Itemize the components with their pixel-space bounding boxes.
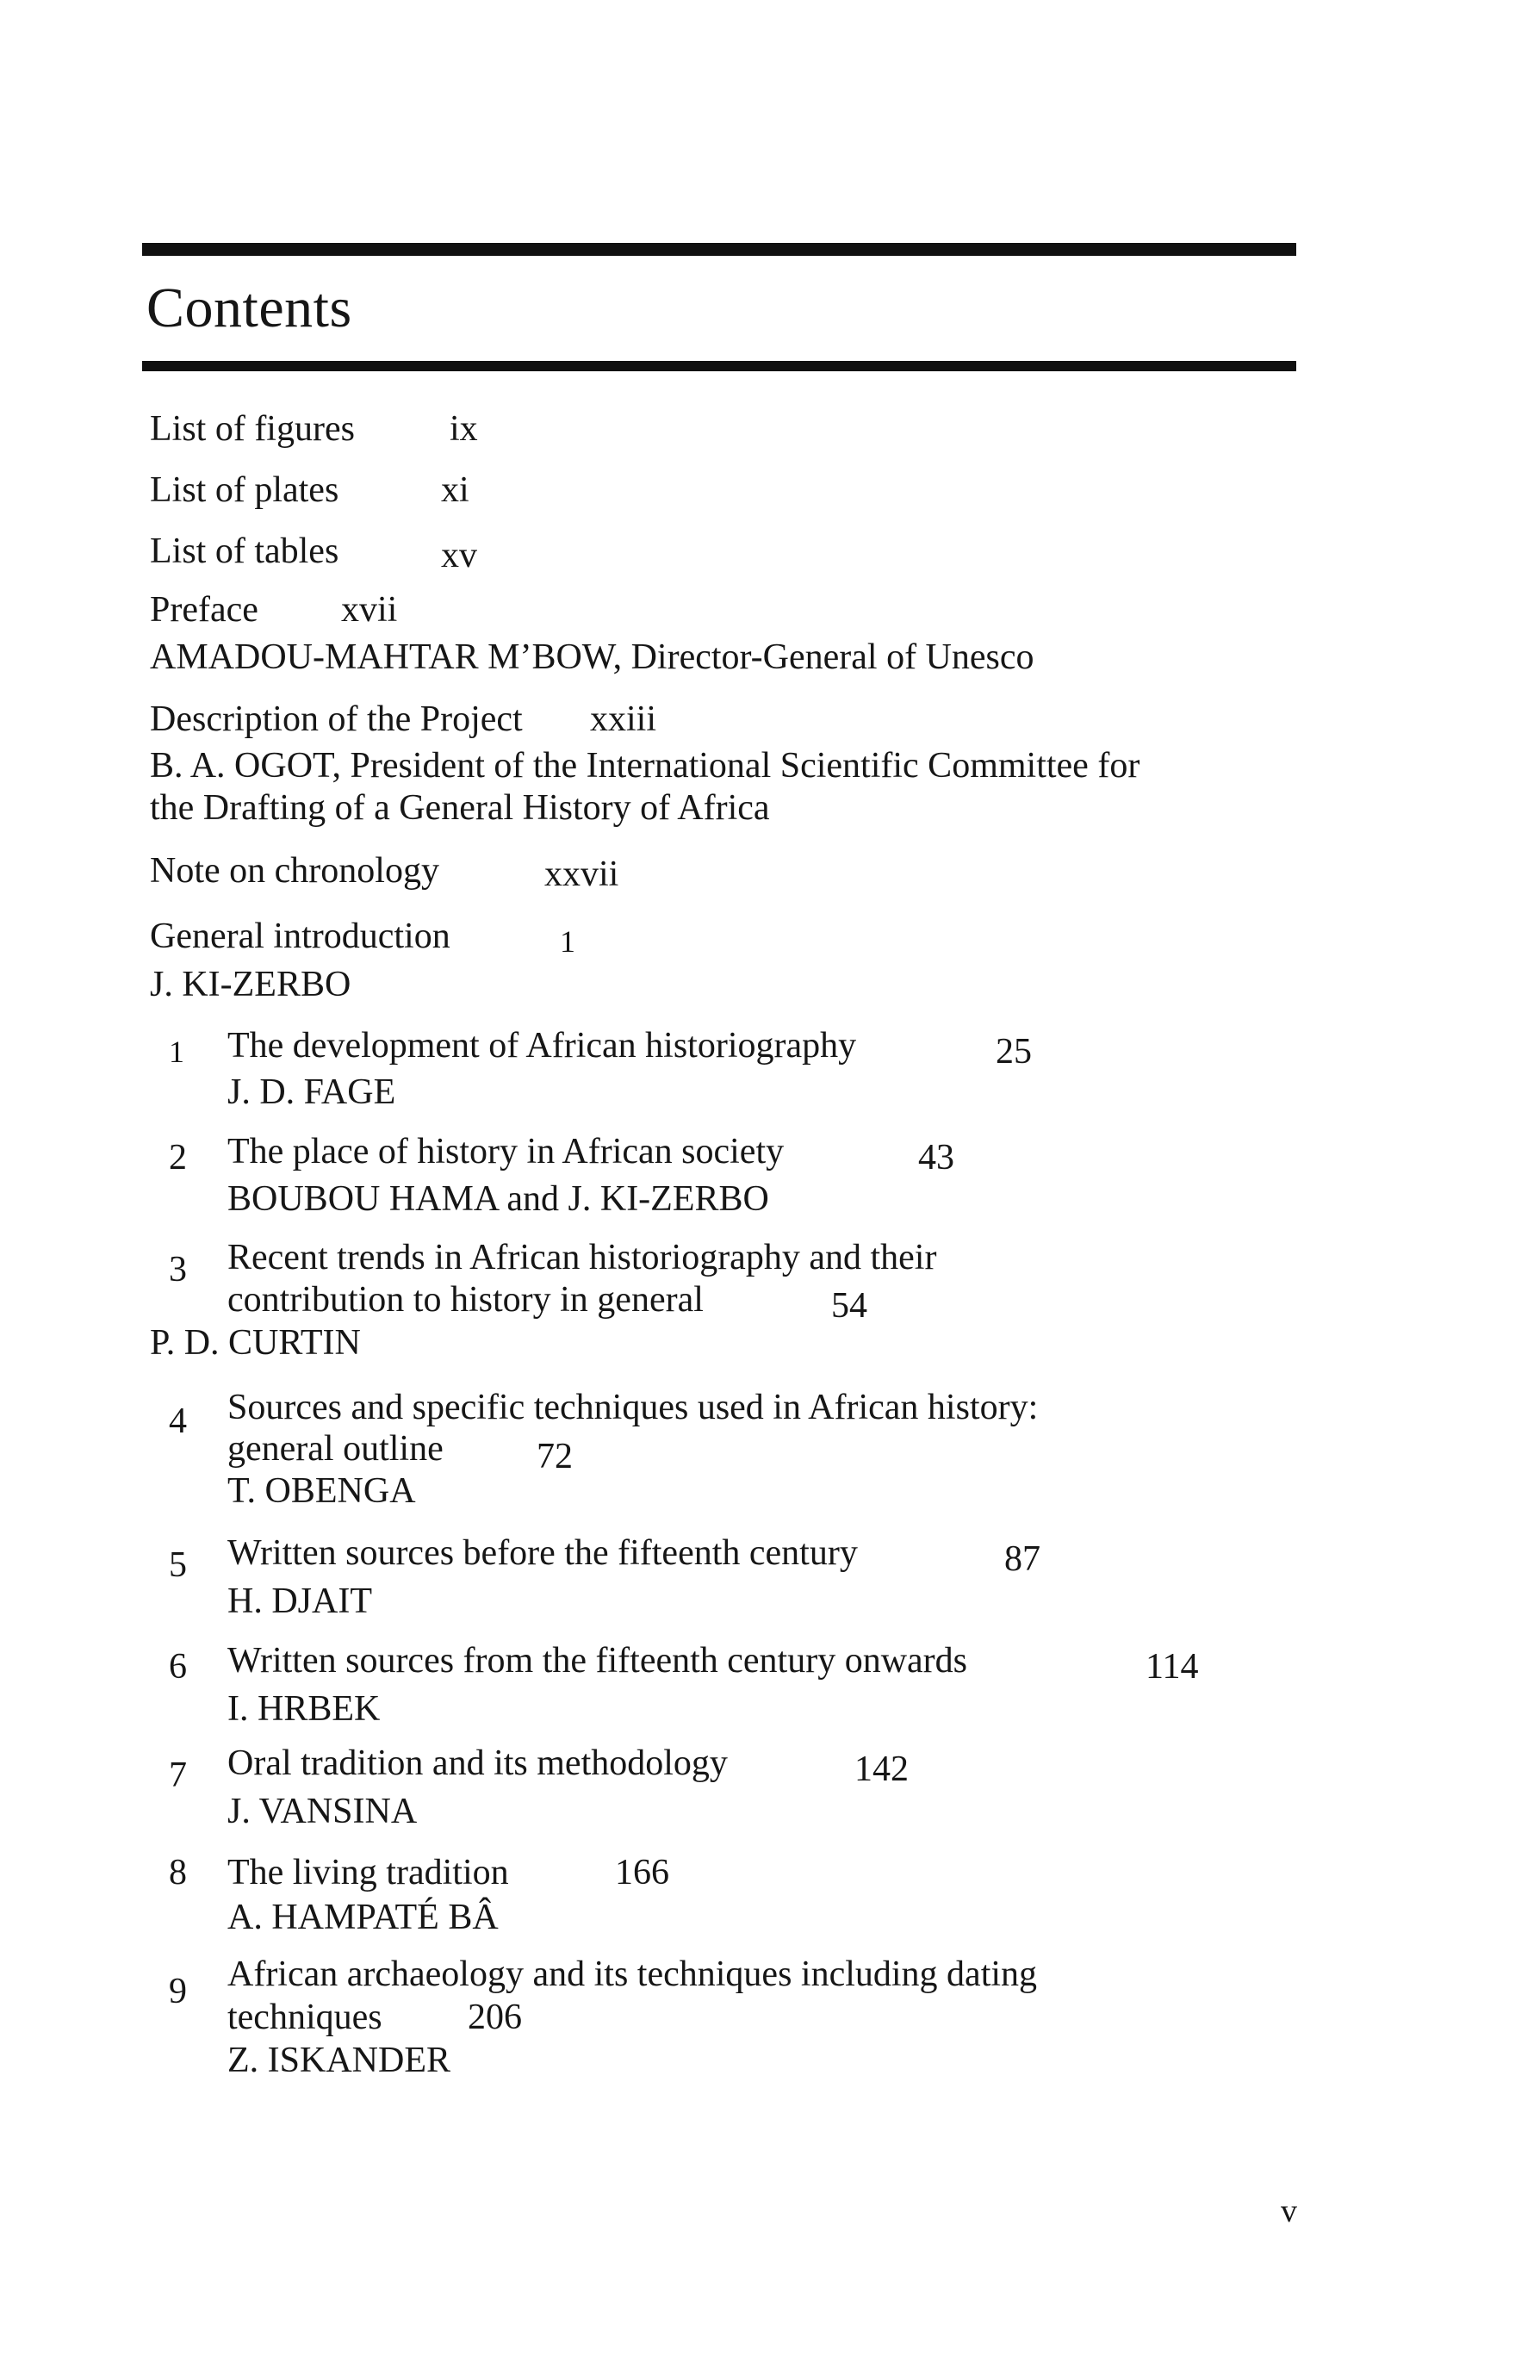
chapter-author-5: H. DJAIT: [227, 1581, 372, 1621]
chapter-author-1: J. D. FAGE: [227, 1072, 396, 1112]
chapter-number-6: 6: [169, 1647, 187, 1687]
chapter-author-7: J. VANSINA: [227, 1792, 418, 1831]
chapter-title-3-line1: Recent trends in African historiography and their: [227, 1238, 937, 1277]
chapter-number-2: 2: [169, 1138, 187, 1178]
page-number: v: [1281, 2193, 1297, 2229]
chapter-page-3: 54: [831, 1286, 867, 1326]
toc-entry-list-of-figures: List of figures: [150, 409, 355, 449]
chapter-title-8: The living tradition: [227, 1853, 509, 1892]
toc-page-list-of-plates: xi: [441, 470, 469, 510]
chapter-title-5: Written sources before the fifteenth century: [227, 1533, 858, 1573]
toc-page-list-of-figures: ix: [450, 409, 478, 449]
toc-entry-general-introduction: General introduction: [150, 917, 450, 956]
chapter-number-1: 1: [169, 1035, 184, 1069]
chapter-author-6: I. HRBEK: [227, 1689, 381, 1729]
toc-entry-description-of-project: Description of the Project: [150, 699, 523, 739]
toc-page-general-introduction: 1: [560, 924, 575, 959]
chapter-author-3: P. D. CURTIN: [150, 1323, 361, 1363]
toc-author-preface: AMADOU-MAHTAR M’BOW, Director-General of Unesco: [150, 637, 1034, 677]
chapter-title-4-line2: general outline: [227, 1429, 444, 1469]
toc-author-description-line1: B. A. OGOT, President of the International Scientific Committee for: [150, 746, 1140, 786]
chapter-number-3: 3: [169, 1250, 187, 1289]
toc-page-list-of-tables: xv: [441, 536, 477, 575]
chapter-title-3-line2: contribution to history in general: [227, 1280, 704, 1320]
chapter-number-4: 4: [169, 1401, 187, 1441]
chapter-title-9-line1: African archaeology and its techniques including dating: [227, 1954, 1038, 1994]
chapter-title-1: The development of African historiography: [227, 1026, 857, 1066]
chapter-author-8: A. HAMPATÉ BÂ: [227, 1898, 499, 1937]
chapter-title-6: Written sources from the fifteenth century onwards: [227, 1641, 968, 1681]
chapter-title-7: Oral tradition and its methodology: [227, 1743, 728, 1783]
chapter-author-4: T. OBENGA: [227, 1471, 416, 1511]
chapter-page-5: 87: [1004, 1539, 1040, 1579]
toc-author-general-introduction: J. KI-ZERBO: [150, 965, 351, 1004]
chapter-number-8: 8: [169, 1853, 187, 1892]
chapter-page-8: 166: [615, 1853, 669, 1892]
toc-entry-list-of-plates: List of plates: [150, 470, 339, 510]
chapter-title-2: The place of history in African society: [227, 1132, 785, 1171]
chapter-page-7: 142: [854, 1749, 909, 1789]
toc-author-description-line2: the Drafting of a General History of Africa: [150, 788, 770, 828]
chapter-page-4: 72: [537, 1437, 573, 1476]
toc-entry-note-on-chronology: Note on chronology: [150, 851, 439, 891]
toc-page-note-on-chronology: xxvii: [544, 854, 619, 894]
toc-entry-list-of-tables: List of tables: [150, 531, 339, 571]
chapter-page-9: 206: [468, 1998, 522, 2037]
toc-page-preface: xvii: [341, 590, 398, 630]
page-title: Contents: [146, 277, 352, 339]
chapter-page-6: 114: [1146, 1647, 1199, 1687]
chapter-title-4-line1: Sources and specific techniques used in African history:: [227, 1388, 1039, 1427]
chapter-page-2: 43: [918, 1138, 954, 1178]
bottom-rule: [142, 361, 1296, 371]
chapter-number-7: 7: [169, 1755, 187, 1795]
chapter-number-9: 9: [169, 1972, 187, 2011]
chapter-page-1: 25: [996, 1032, 1032, 1072]
toc-entry-preface: Preface: [150, 590, 258, 630]
chapter-author-9: Z. ISKANDER: [227, 2041, 450, 2080]
chapter-author-2: BOUBOU HAMA and J. KI-ZERBO: [227, 1179, 769, 1219]
chapter-title-9-line2: techniques: [227, 1998, 382, 2037]
chapter-number-5: 5: [169, 1545, 187, 1585]
toc-page-description-of-project: xxiii: [590, 699, 657, 739]
top-rule: [142, 243, 1296, 256]
